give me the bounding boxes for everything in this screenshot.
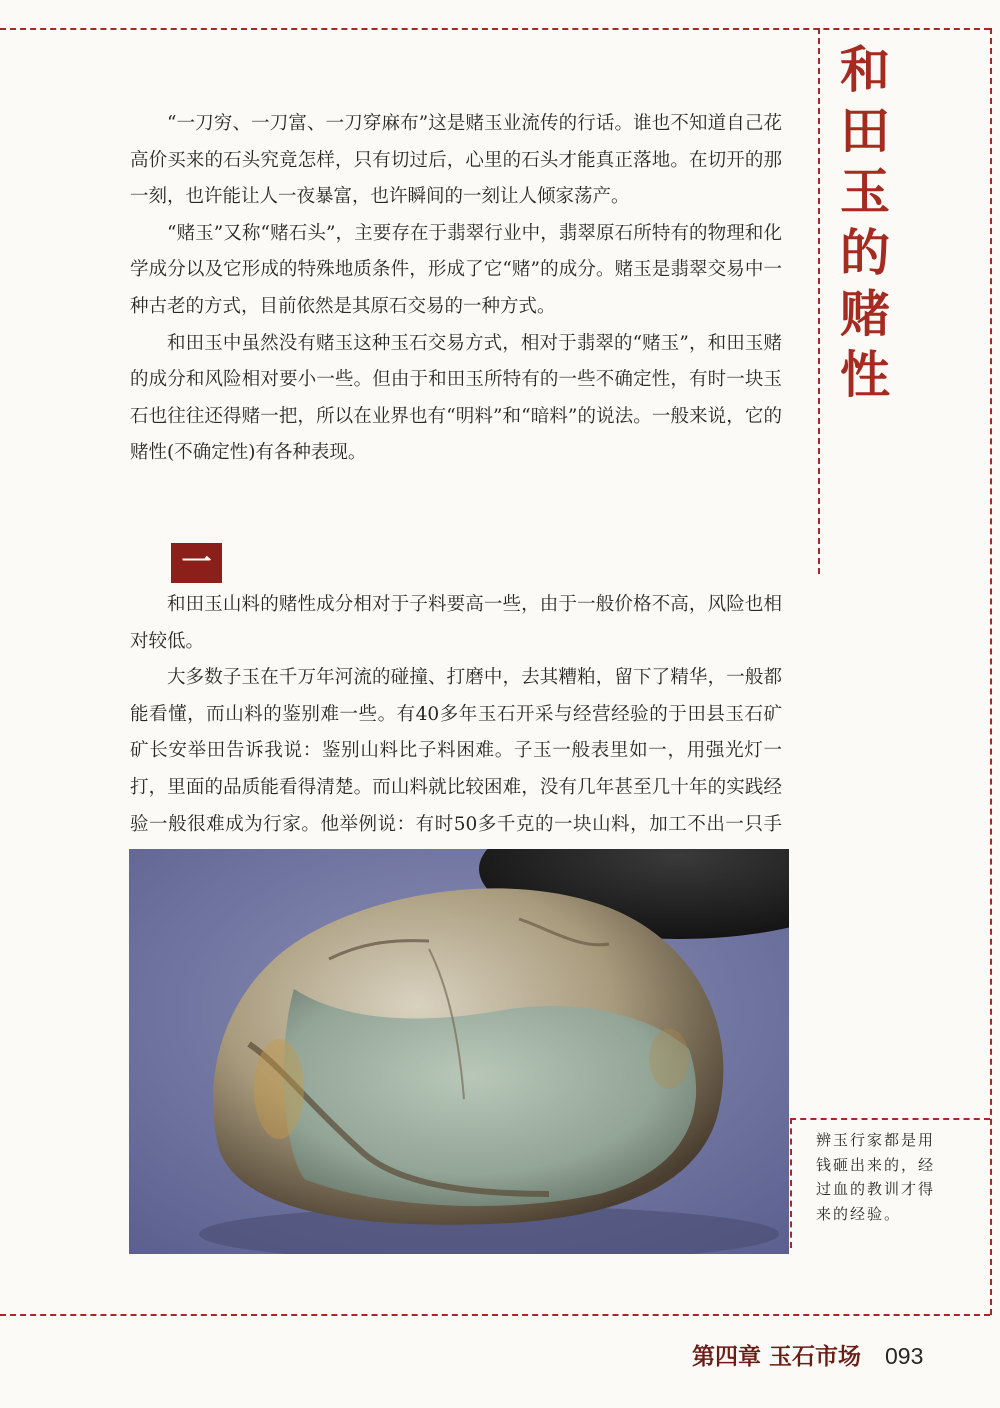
section-number: 一 — [181, 545, 212, 580]
paragraph: 大多数子玉在千万年河流的碰撞、打磨中，去其糟粕，留下了精华，一般都能看懂，而山料的鉴别难一些。有40多年玉石开采与经营经验的于田县玉石矿矿长安举田告诉我说：鉴别山料比子料困难。子玉一般表里如一，用强光灯一打，里面的品质能看得清楚。而山料就比较困难，没有几年甚至几十年的实践经验一般很难成为行家。他举例说：有时50多千克的一块山料，加工不出一只手 — [130, 667, 782, 835]
caption-box-border-left — [790, 1118, 792, 1248]
section-text — [130, 587, 782, 880]
title-char: 和 — [840, 41, 890, 99]
caption-box-border-top — [790, 1118, 990, 1120]
paragraph: 和田玉山料的赌性成分相对于子料要高一些，由于一般价格不高，风险也相对较低。 — [130, 594, 782, 652]
intro-text — [130, 106, 782, 472]
title-box-border — [818, 28, 820, 574]
title-char: 田 — [840, 102, 890, 160]
page-footer — [692, 1338, 923, 1378]
dashed-border-right — [990, 28, 992, 1315]
dashed-border-bottom — [0, 1314, 990, 1316]
title-char: 的 — [840, 224, 890, 282]
jade-stone-photo — [129, 849, 789, 1254]
paragraph: “一刀穷、一刀富、一刀穿麻布”这是赌玉业流传的行话。谁也不知道自己花高价买来的石头究竟怎样，只有切过后，心里的石头才能真正落地。在切开的那一刻，也许能让人一夜暴富，也许瞬间的一刻让人倾家荡产。 — [130, 113, 782, 208]
page-number: 093 — [885, 1343, 924, 1369]
paragraph: 和田玉中虽然没有赌玉这种玉石交易方式，相对于翡翠的“赌玉”，和田玉赌的成分和风险相对要小一些。但由于和田玉所特有的一些不确定性，有时一块玉石也往往还得赌一把，所以在业界也有“明料”和“暗料”的说法。一般来说，它的赌性(不确定性)有各种表现。 — [130, 332, 782, 464]
photo-caption: 辨玉行家都是用钱砸出来的，经过血的教训才得来的经验。 — [816, 1131, 936, 1223]
title-char: 性 — [840, 346, 890, 404]
section-number-badge — [171, 543, 222, 583]
chapter-title: 第四章 玉石市场 — [692, 1343, 862, 1370]
title-char: 赌 — [840, 285, 890, 343]
vertical-title — [828, 40, 902, 406]
title-char: 玉 — [840, 163, 890, 221]
dashed-border-top — [0, 28, 990, 30]
paragraph: “赌玉”又称“赌石头”，主要存在于翡翠行业中，翡翠原石所特有的物理和化学成分以及它形成的特殊地质条件，形成了它“赌”的成分。赌玉是翡翠交易中一种古老的方式，目前依然是其原石交易的一种方式。 — [130, 222, 782, 317]
